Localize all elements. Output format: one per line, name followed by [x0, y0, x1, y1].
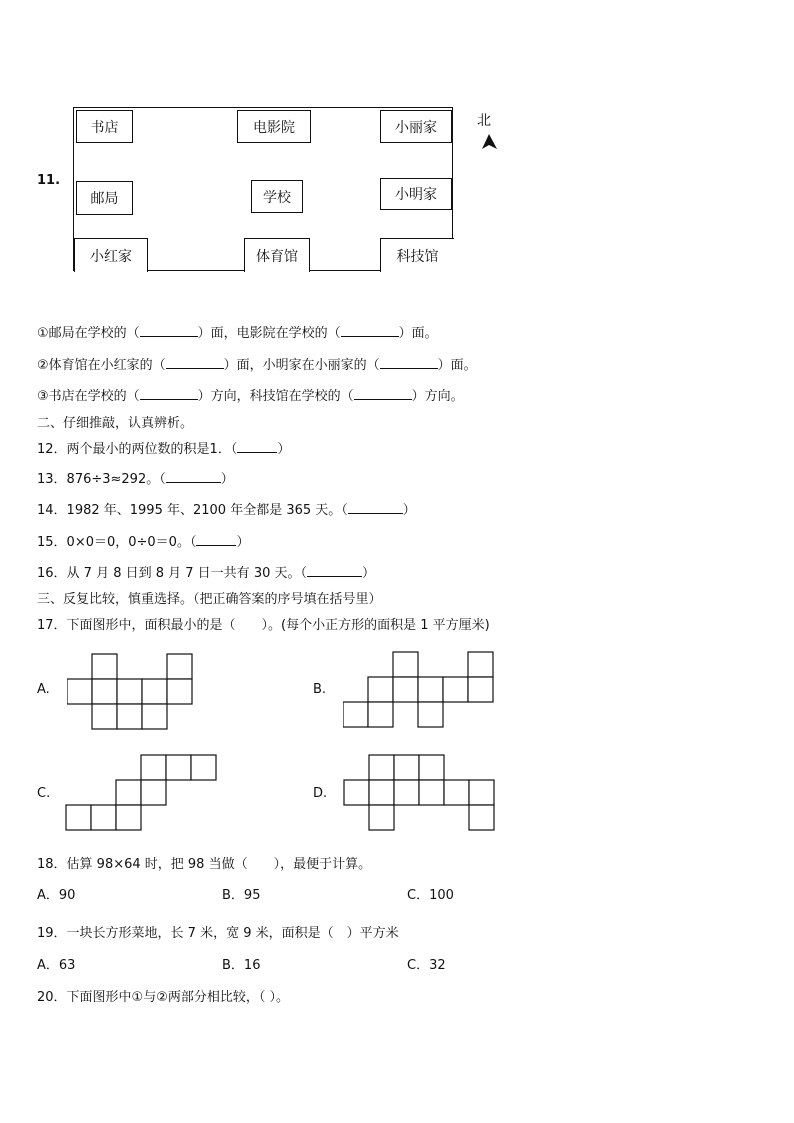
map-place-science-museum: 科技馆 [380, 238, 454, 272]
q11-sub2-text-b: ）面，小明家在小丽家的（ [223, 358, 380, 373]
q11-sub2-text-c: ）面。 [437, 358, 477, 373]
q18-option-c[interactable]: C．100 [407, 888, 454, 903]
map-place-xiaohong-home: 小红家 [74, 238, 148, 272]
q19-option-a[interactable]: A．63 [37, 958, 76, 973]
q12-text: 12．两个最小的两位数的积是1．（ [37, 442, 238, 457]
question-19: 19．一块长方形菜地，长 7 米，宽 9 米，面积是（ ）平方米 [37, 926, 399, 941]
north-arrow-icon [480, 132, 500, 152]
answer-blank[interactable] [196, 535, 236, 546]
q14-text-end: ） [402, 503, 416, 518]
option-label-d: D. [313, 786, 328, 801]
q15-text-end: ） [236, 535, 250, 550]
question-20: 20．下面图形中①与②两部分相比较，（ ）。 [37, 990, 289, 1005]
question-15 [37, 531, 249, 550]
map-place-school: 学校 [251, 180, 303, 213]
question-11-sub2 [37, 354, 477, 373]
question-11-sub3 [37, 385, 464, 404]
option-label-b: B. [313, 682, 327, 697]
question-17: 17．下面图形中，面积最小的是（ ）。(每个小正方形的面积是 1 平方厘米) [37, 618, 490, 633]
question-number-11: 11. [37, 173, 61, 188]
option-label-c: C. [37, 786, 51, 801]
map-frame [73, 107, 453, 271]
answer-blank[interactable] [140, 389, 198, 400]
answer-blank[interactable] [348, 503, 403, 514]
section-3-heading: 三、反复比较，慎重选择。（把正确答案的序号填在括号里） [37, 592, 382, 607]
question-14 [37, 499, 416, 518]
q11-sub3-text-b: ）方向，科技馆在学校的（ [197, 389, 354, 404]
question-18: 18．估算 98×64 时，把 98 当做（ ），最便于计算。 [37, 857, 372, 872]
q16-text-end: ） [362, 566, 376, 581]
map-place-post-office: 邮局 [76, 181, 133, 215]
question-13 [37, 468, 234, 487]
question-16 [37, 562, 375, 581]
q11-sub3-text-a: ③书店在学校的（ [37, 389, 140, 404]
answer-blank[interactable] [380, 358, 438, 369]
question-11-sub1 [37, 322, 438, 341]
q13-text-end: ） [220, 472, 234, 487]
map-place-bookstore: 书店 [76, 110, 133, 143]
q16-text: 16．从 7 月 8 日到 8 月 7 日一共有 30 天。（ [37, 566, 307, 581]
answer-blank[interactable] [354, 389, 412, 400]
figure-d [343, 754, 498, 834]
q11-sub1-text-b: ）面，电影院在学校的（ [197, 326, 341, 341]
section-2-heading: 二、仔细推敲，认真辨析。 [37, 416, 194, 431]
figure-b [343, 651, 495, 731]
question-12 [37, 438, 290, 457]
q11-sub1-text-a: ①邮局在学校的（ [37, 326, 140, 341]
q11-sub1-text-c: ）面。 [398, 326, 438, 341]
q11-sub2-text-a: ②体育馆在小红家的（ [37, 358, 166, 373]
map-place-cinema: 电影院 [237, 110, 311, 143]
answer-blank[interactable] [237, 442, 277, 453]
q11-sub3-text-c: ）方向。 [411, 389, 464, 404]
q15-text: 15．0×0＝0，0÷0＝0。（ [37, 535, 197, 550]
map-place-xiaoli-home: 小丽家 [380, 110, 452, 143]
figure-a [67, 653, 197, 733]
map-place-xiaoming-home: 小明家 [380, 178, 452, 210]
answer-blank[interactable] [341, 326, 399, 337]
answer-blank[interactable] [307, 566, 362, 577]
answer-blank[interactable] [140, 326, 198, 337]
map-place-gym: 体育馆 [244, 238, 310, 272]
answer-blank[interactable] [166, 358, 224, 369]
north-label: 北 [477, 113, 491, 129]
q14-text: 14．1982 年、1995 年、2100 年全都是 365 天。（ [37, 503, 348, 518]
q19-option-b[interactable]: B．16 [222, 958, 261, 973]
answer-blank[interactable] [166, 472, 221, 483]
q18-option-a[interactable]: A．90 [37, 888, 76, 903]
q13-text: 13．876÷3≈292。（ [37, 472, 166, 487]
q12-text-end: ） [277, 442, 291, 457]
option-label-a: A. [37, 682, 50, 697]
q19-option-c[interactable]: C．32 [407, 958, 446, 973]
figure-c [65, 754, 220, 834]
q18-option-b[interactable]: B．95 [222, 888, 261, 903]
